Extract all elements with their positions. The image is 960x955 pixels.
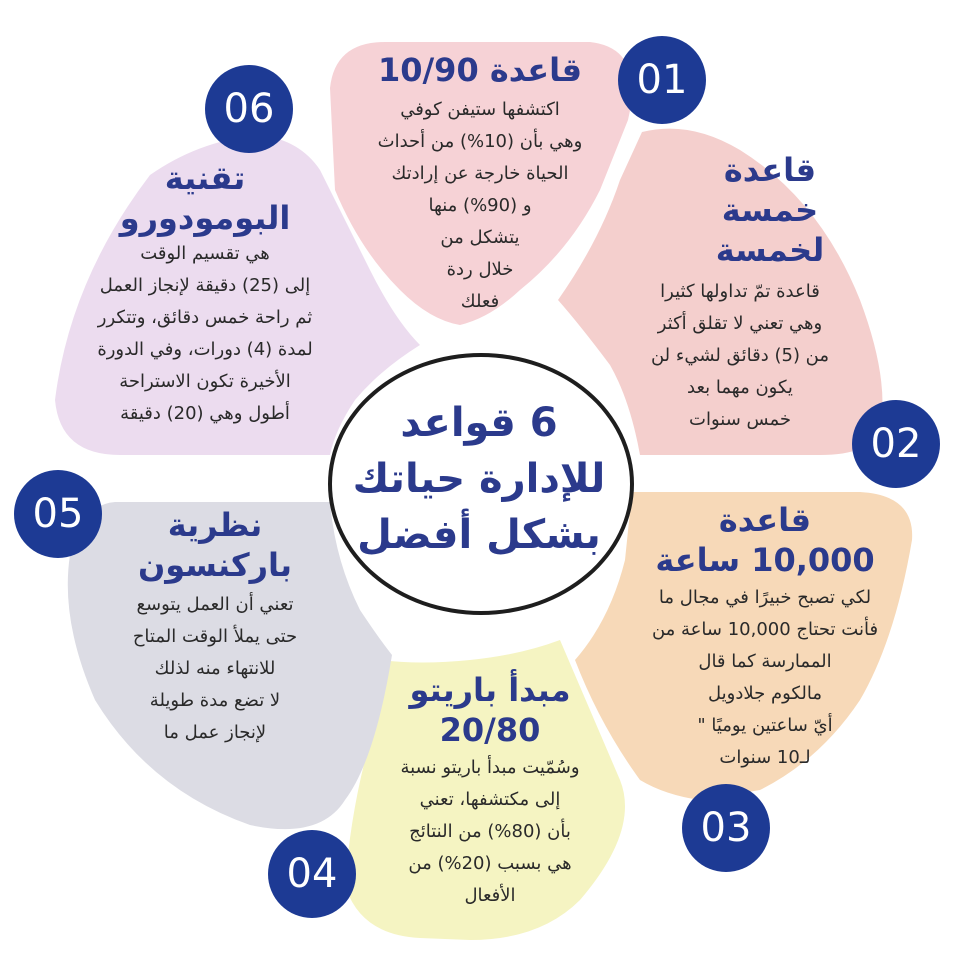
rule-5-body: تعني أن العمل يتوسع حتى يملأ الوقت المتاح للانتهاء منه لذلك لا تضع مدة طويلة لإنجاز عمل ما: [132, 594, 298, 743]
center-title-line-2: للإدارة حياتك: [352, 456, 606, 502]
center-title: [328, 395, 630, 563]
rule-2-title: قاعدة خمسة لخمسة: [715, 151, 825, 269]
rule-4-text: [370, 670, 610, 912]
number-badge-06: 06: [205, 65, 293, 153]
rule-1-title: قاعدة 10/90: [377, 51, 583, 89]
rule-2-body: قاعدة تمّ تداولها كثيرا وهي تعني لا تقلق أكثر من (5) دقائق لشيء لن يكون مهما بعد خمس سنوات: [650, 281, 830, 430]
center-title-line-3: بشكل أفضل: [357, 512, 601, 558]
rule-6-text: [55, 158, 355, 430]
rule-5-title: نظرية باركنسون: [137, 506, 293, 584]
rule-6-body: هي تقسيم الوقت إلى (25) دقيقة لإنجاز العمل ثم راحة خمس دقائق، وتتكرر لمدة (4) دورات، وفي الدورة الأخيرة تكون الاستراحة أطول وهي (20) دقيقة: [97, 243, 313, 424]
number-badge-01: 01: [618, 36, 706, 124]
number-badge-03: 03: [682, 784, 770, 872]
number-badge-04: 04: [268, 830, 356, 918]
center-title-line-1: 6 قواعد: [400, 400, 558, 446]
rule-4-body: وسُمّيت مبدأ باريتو نسبة إلى مكتشفها، تعني بأن (80%) من النتائج هي بسبب (20%) من الأفعال: [400, 757, 580, 906]
rule-3-text: [615, 500, 915, 774]
rule-3-body: لكي تصبح خبيرًا في مجال ما فأنت تحتاج 10,000 ساعة من الممارسة كما قال مالكوم جلادويل أيّ ساعتين يوميًا " لـ10 سنوات: [651, 587, 879, 768]
rule-2-text: [600, 150, 880, 436]
rule-3-title: قاعدة 10,000 ساعة: [655, 501, 875, 579]
rule-5-text: [75, 505, 355, 749]
rule-4-title: مبدأ باريتو 20/80: [409, 671, 571, 749]
number-badge-02: 02: [852, 400, 940, 488]
rule-1-text: [330, 50, 630, 318]
number-badge-05: 05: [14, 470, 102, 558]
rule-1-body: اكتشفها ستيفن كوفي وهي بأن (10%) من أحداث الحياة خارجة عن إرادتك و (90%) منها يتشكل من خلال ردة فعلك: [377, 99, 583, 312]
rule-6-title: تقنية البومودورو: [119, 159, 291, 237]
